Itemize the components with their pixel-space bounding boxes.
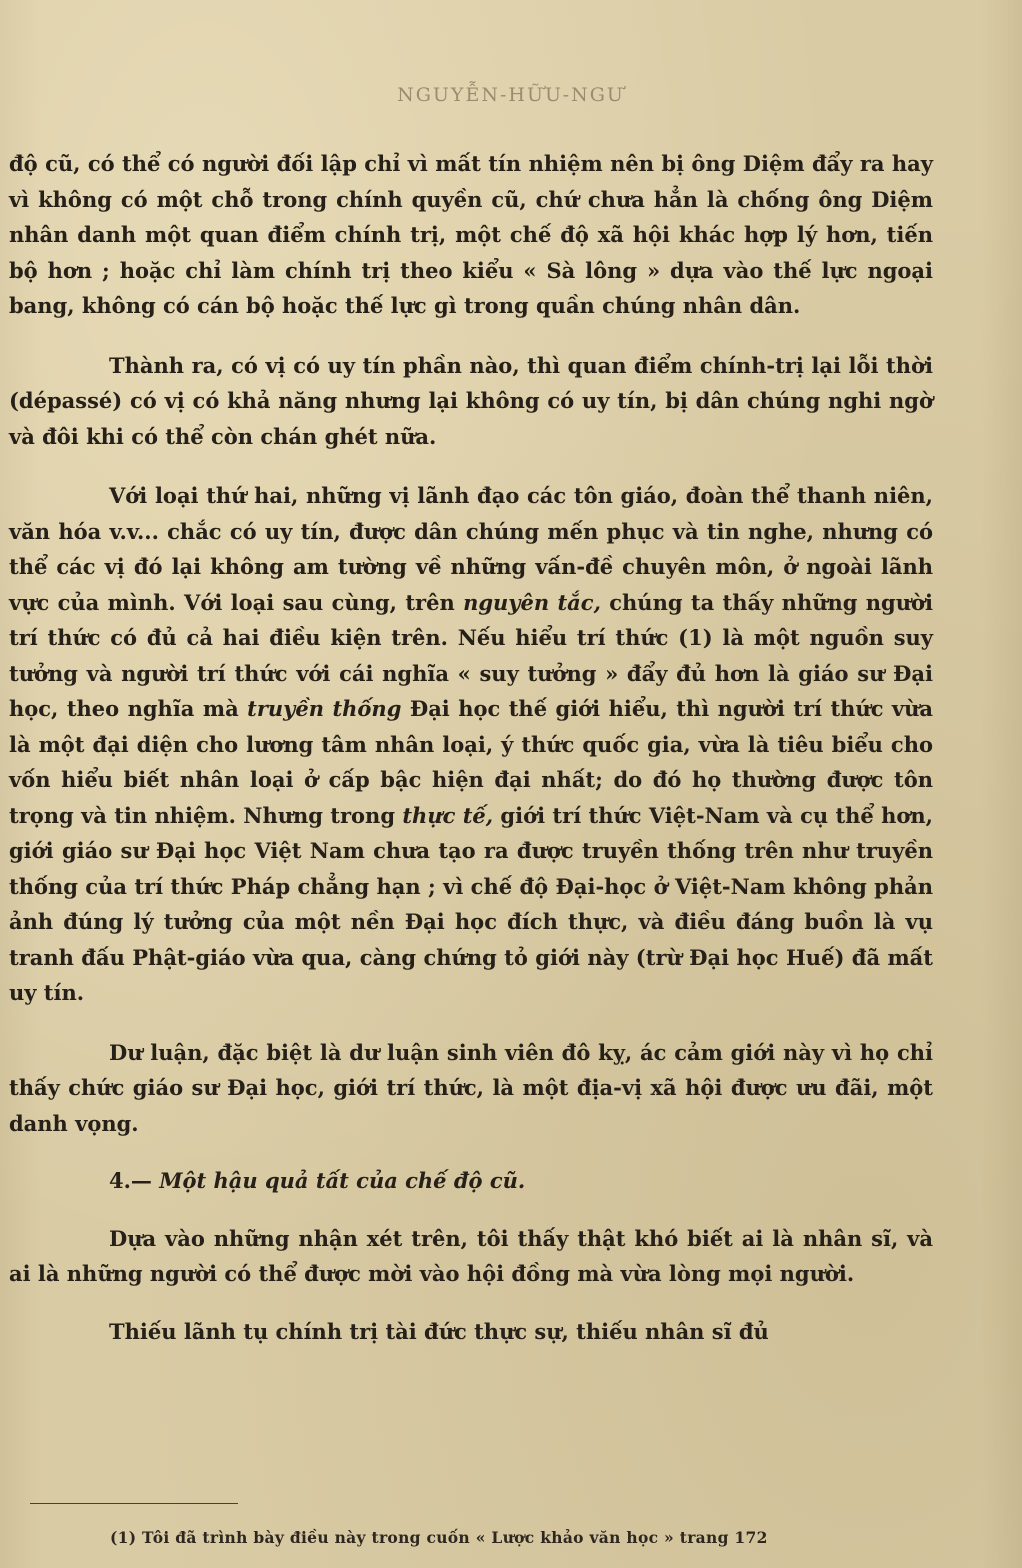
paragraph-3-part-1: Với loại thứ hai, những vị lãnh đạo các tôn giáo, đoàn thể thanh niên, văn hóa v.v... chắc có uy tín, được dân chúng mến phục và tin nghe, nhưng có thể các vị đó lại không am tường về những vấn-đề chuyên môn, ở ngoài lãnh vực của mình. Với loại sau cùng, trên xyxy=(9,483,933,615)
paragraph-2: Thành ra, có vị có uy tín phần nào, thì quan điểm chính-trị lại lỗi thời (dépassé) có vị có khả năng nhưng lại không có uy tín, bị dân chúng nghi ngờ và đôi khi có thể còn chán ghét nữa. xyxy=(9,352,933,449)
section-heading-number: 4.— xyxy=(109,1168,152,1193)
paragraph-3 xyxy=(9,478,933,1011)
paragraph-3-part-4: giới trí thức Việt-Nam và cụ thể hơn, giới giáo sư Đại học Việt Nam chưa tạo ra được truyền thống trên như truyền thống của trí thức Pháp chẳng hạn ; vì chế độ Đại-học ở Việt-Nam không phản ảnh đúng lý tưởng của một nền Đại học đích thực, và điều đáng buồn là vụ tranh đấu Phật-giáo vừa qua, càng chứng tỏ giới này (trừ Đại học Huế) đã mất uy tín. xyxy=(9,802,933,1005)
paragraph-3-italic-3: thực tế, xyxy=(402,802,494,828)
paragraph-3-part-2: chúng ta thấy những người trí thức có đủ cả hai điều kiện trên. Nếu hiểu trí thức (1) là một nguồn suy tưởng và người trí thức với cái nghĩa « suy tưởng » đẩy đủ hơn là giáo sư Đại học, theo nghĩa mà xyxy=(9,589,933,721)
paragraph-1: độ cũ, có thể có người đối lập chỉ vì mất tín nhiệm nên bị ông Diệm đẩy ra hay vì không có một chỗ trong chính quyền cũ, chứ chưa hẳn là chống ông Diệm nhân danh một quan điểm chính trị, một chế độ xã hội khác hợp lý hơn, tiến bộ hơn ; hoặc chỉ làm chính trị theo kiểu « Sà lông » dựa vào thế lực ngoại bang, không có cán bộ hoặc thế lực gì trong quần chúng nhân dân. xyxy=(9,151,933,318)
paragraph-4: Dư luận, đặc biệt là dư luận sinh viên đô kỵ, ác cảm giới này vì họ chỉ thấy chức giáo sư Đại học, giới trí thức, là một địa-vị xã hội được ưu đãi, một danh vọng. xyxy=(9,1039,933,1136)
footnote-divider xyxy=(30,1503,238,1504)
section-heading-text: Một hậu quả tất của chế độ cũ. xyxy=(159,1168,526,1193)
paragraph-5: Dựa vào những nhận xét trên, tôi thấy thật khó biết ai là nhân sĩ, và ai là những người có thể được mời vào hội đồng mà vừa lòng mọi người. xyxy=(9,1225,933,1286)
running-header: NGUYỄN-HỮU-NGƯ xyxy=(397,84,625,106)
body-text xyxy=(9,146,933,1349)
paragraph-3-italic-2: truyền thống xyxy=(247,696,402,721)
section-heading xyxy=(9,1163,933,1199)
paragraph-3-italic-1: nguyên tắc, xyxy=(463,589,601,615)
paragraph-3-part-3: Đại học thế giới hiểu, thì người trí thức vừa là một đại diện cho lương tâm nhân loại, ý thức quốc gia, vừa là tiêu biểu cho vốn hiểu biết nhân loại ở cấp bậc hiện đại nhất; do đó họ thường được tôn trọng và tin nhiệm. Nhưng trong xyxy=(9,696,934,828)
paragraph-6: Thiếu lãnh tụ chính trị tài đức thực sự, thiếu nhân sĩ đủ xyxy=(109,1318,769,1344)
footnote: (1) Tôi đã trình bày điều này trong cuốn « Lược khảo văn học » trang 172 xyxy=(110,1528,768,1547)
